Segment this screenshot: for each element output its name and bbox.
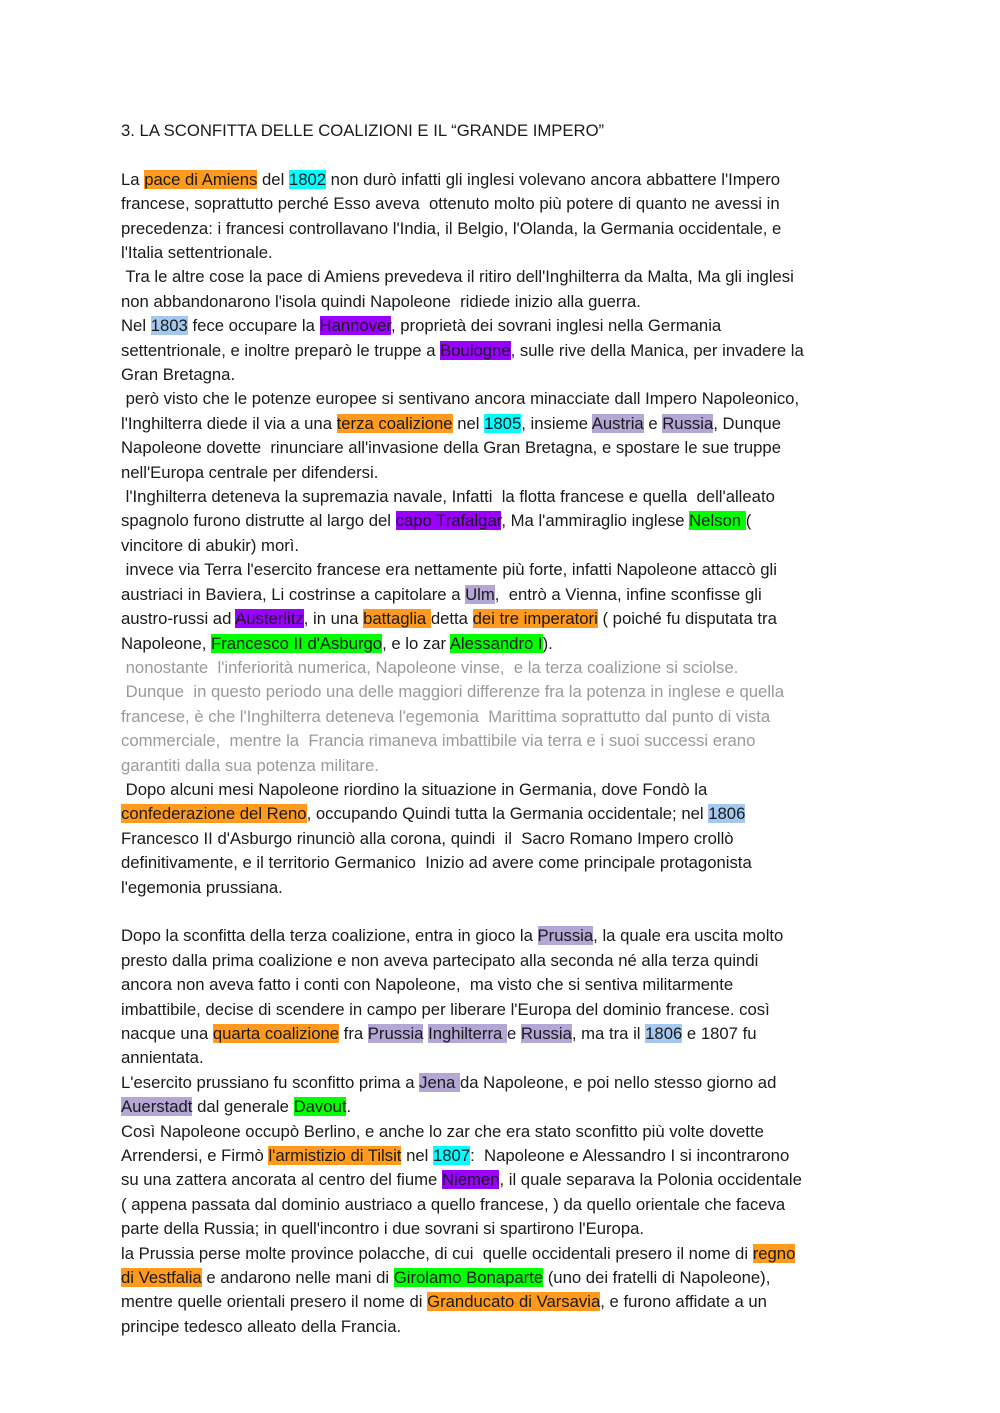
highlighted-term: Russia [662,413,714,433]
text-run: e [506,1024,521,1043]
text-run: Dopo alcuni mesi Napoleone riordino la situazione in Germania, dove Fondò la [121,779,708,799]
highlighted-term: confederazione del Reno [121,804,307,824]
text-run: Così Napoleone occupò Berlino, e anche lo zar che era stato sconfitto più volte dovette [121,1121,764,1141]
text-line [121,509,891,533]
highlighted-term: regno [752,1243,796,1263]
text-run: fece occupare la [187,316,320,336]
text-line [121,998,891,1022]
text-line [121,558,891,582]
text-run: Arrendersi, e Firmò [121,1146,269,1166]
text-line [121,876,891,900]
highlighted-term: quarta coalizione [212,1024,340,1043]
text-run: , in una [303,609,364,629]
text-run: ( appena passata dal dominio austriaco a quello francese, ) da quello orientale che faceva [121,1194,786,1214]
text-run: L'esercito prussiano fu sconfitto prima a [121,1072,420,1092]
text-run: (uno dei fratelli di Napoleone), [543,1268,771,1288]
text-run: non durò infatti gli inglesi volevano ancora abbattere l'Impero [326,169,781,189]
text-line [121,924,891,948]
highlighted-term: Auerstadt [121,1097,193,1117]
text-line [121,339,891,363]
highlighted-term: battaglia [363,609,431,629]
text-run: detta [430,609,473,629]
text-line [121,778,891,802]
document-page [121,119,891,1339]
text-run: La [121,169,145,189]
text-run: non abbandonarono l'isola quindi Napoleone ridiede inizio alla guerra. [121,291,641,311]
highlighted-term: Hannover [319,316,391,336]
paragraph [121,778,891,900]
text-line [121,1315,891,1339]
text-run: vincitore di abukir) morì. [121,535,300,555]
text-line [121,290,891,314]
text-line [121,1266,891,1290]
highlighted-term: 1805 [484,413,522,433]
text-run: e [643,413,663,433]
text-run: , la quale era uscita molto [593,926,784,946]
paragraph [121,924,891,1070]
text-line [121,1071,891,1095]
text-run: l'Inghilterra diede il via a una [121,413,337,433]
text-line [121,217,891,241]
highlighted-term: Alessandro I [449,633,543,653]
text-run: e andarono nelle mani di [201,1268,394,1288]
text-line [121,412,891,436]
text-line [121,485,891,509]
text-run: mentre quelle orientali presero il nome di [121,1292,428,1312]
text-run: da Napoleone, e poi nello stesso giorno ad [459,1072,777,1092]
text-line [121,754,891,778]
text-run: nonostante l'inferiorità numerica, Napoleone vinse, e la terza coalizione si sciolse. [121,657,739,677]
text-line [121,583,891,607]
text-run: : Napoleone e Alessandro I si incontrarono [470,1146,790,1166]
text-run: l'Inghilterra deteneva la supremazia navale, Infatti la flotta francese e quella dell'alleato [121,487,775,507]
highlighted-term: Davout [293,1097,347,1117]
text-run: imbattibile, decise di scendere in campo per liberare l'Europa del dominio francese. così [121,999,770,1019]
text-run: Gran Bretagna. [121,365,236,385]
text-run: , occupando Quindi tutta la Germania occidentale; nel [306,804,709,824]
highlighted-term: dei tre imperatori [472,609,598,629]
highlighted-term: 1803 [150,316,188,336]
paragraph [121,314,891,387]
text-run: , e lo zar [382,633,450,653]
highlighted-term: di Vestfalia [121,1268,202,1288]
text-run: ancora non aveva fatto i conti con Napoleone, ma visto che si sentiva militarmente [121,975,734,995]
text-run: , sulle rive della Manica, per invadere la [510,340,804,360]
highlighted-term: l'armistizio di Tilsit [268,1146,402,1166]
text-run: , Ma l'ammiraglio inglese [501,511,690,531]
highlighted-term: Russia [520,1024,572,1043]
text-line [121,827,891,851]
text-run: annientata. [121,1048,204,1068]
highlighted-term: pace di Amiens [144,169,258,189]
document-body [121,168,891,1339]
highlighted-term: Niemen [441,1170,500,1190]
blank-line [121,900,891,924]
document-title: 3. LA SCONFITTA DELLE COALIZIONI E IL “GRANDE IMPERO” [121,121,605,140]
highlighted-term: Inghilterra [428,1024,507,1043]
text-run: nel [452,413,485,433]
text-run: , il quale separava la Polonia occidentale [499,1170,802,1190]
paragraph [121,485,891,558]
highlighted-term: Francesco II d'Asburgo [211,633,383,653]
paragraph [121,1071,891,1120]
text-run: garantiti dalla sua potenza militare. [121,755,379,775]
text-line [121,168,891,192]
text-run: spagnolo furono distrutte al largo del [121,511,396,531]
text-line [121,1022,891,1046]
text-run: . [346,1097,352,1117]
text-line [121,729,891,753]
highlighted-term: 1807 [433,1146,471,1166]
text-run: , entrò a Vienna, infine sconfisse gli [494,584,762,604]
text-run: però visto che le potenze europee si sentivano ancora minacciate dall Impero Napoleonico, [121,389,800,409]
highlighted-term: 1806 [645,1024,683,1043]
text-line [121,1193,891,1217]
highlighted-term: Girolamo Bonaparte [393,1268,544,1288]
text-run: l'Italia settentrionale. [121,243,273,263]
text-run: e 1807 fu [682,1024,757,1043]
text-run: presto dalla prima coalizione e non aveva partecipato alla seconda né alla terza quindi [121,950,759,970]
text-line [121,1095,891,1119]
text-run: , e furono affidate a un [600,1292,767,1312]
text-run: Nel [121,316,151,336]
text-run: francese, è che l'Inghilterra deteneva l'egemonia Marittima soprattutto dal punto di vista [121,706,771,726]
text-line [121,1046,891,1070]
paragraph [121,656,891,680]
text-run: definitivamente, e il territorio Germanico Inizio ad avere come principale protagonista [121,853,752,873]
highlighted-term: capo Trafalgar [395,511,502,531]
highlighted-term: 1806 [708,804,746,824]
text-line [121,1242,891,1266]
text-run: francese, soprattutto perché Esso aveva ottenuto molto più potere di quanto ne avessi in [121,194,780,214]
text-line [121,265,891,289]
text-run: l'egemonia prussiana. [121,877,283,897]
highlighted-term: Austerlitz [235,609,304,629]
paragraph [121,168,891,266]
text-run: dal generale [192,1097,294,1117]
text-run: su una zattera ancorata al centro del fiume [121,1170,442,1190]
text-run: ). [542,633,553,653]
text-run: invece via Terra l'esercito francese era nettamente più forte, infatti Napoleone attaccò gli [121,560,777,580]
paragraph [121,1242,891,1340]
text-line [121,192,891,216]
text-run: Dunque in questo periodo una delle maggiori differenze fra la potenza in inglese e quella [121,682,785,702]
text-line [121,534,891,558]
highlighted-term: Boulogne [440,340,511,360]
text-line [121,436,891,460]
text-run: fra [339,1024,368,1043]
text-run: , proprietà dei sovrani inglesi nella Germania [390,316,722,336]
text-line [121,802,891,826]
paragraph [121,1120,891,1242]
text-run: del [257,169,289,189]
text-line [121,680,891,704]
highlighted-term: Ulm [465,584,495,604]
text-run: principe tedesco alleato della Francia. [121,1316,402,1336]
text-run: nacque una [121,1024,213,1043]
text-line [121,363,891,387]
highlighted-term: Nelson [689,511,746,531]
text-run: parte della Russia; in quell'incontro i due sovrani si spartirono l'Europa. [121,1219,645,1239]
text-line [121,607,891,631]
text-run: Dopo la sconfitta della terza coalizione, entra in gioco la [121,926,538,946]
text-run: ( poiché fu disputata tra [597,609,777,629]
text-run: Napoleone, [121,633,211,653]
highlighted-term: terza coalizione [336,413,453,433]
text-run: austriaci in Baviera, Li costrinse a capitolare a [121,584,466,604]
text-run: Francesco II d'Asburgo rinunciò alla corona, quindi il Sacro Romano Impero crollò [121,828,734,848]
text-run: Tra le altre cose la pace di Amiens prevedeva il ritiro dell'Inghilterra da Malta, Ma gli inglesi [121,267,794,287]
text-run: , ma tra il [571,1024,646,1043]
highlighted-term: 1802 [288,169,327,189]
text-line [121,705,891,729]
text-run: Napoleone dovette rinunciare all'invasione della Gran Bretagna, e spostare le sue truppe [121,438,781,458]
highlighted-term: Austria [591,413,644,433]
highlighted-term: Prussia [537,926,594,946]
highlighted-term: Jena [419,1072,460,1092]
text-run: commerciale, mentre la Francia rimaneva imbattibile via terra e i suoi successi erano [121,731,756,751]
highlighted-term: Prussia [367,1024,424,1043]
text-line [121,632,891,656]
paragraph [121,265,891,314]
text-line [121,851,891,875]
text-line [121,656,891,680]
text-line [121,241,891,265]
paragraph [121,558,891,656]
text-line [121,1290,891,1314]
text-line [121,1144,891,1168]
text-line [121,461,891,485]
text-line [121,1168,891,1192]
text-line [121,973,891,997]
text-line [121,387,891,411]
text-run: nel [401,1146,433,1166]
highlighted-term: Granducato di Varsavia [427,1292,601,1312]
text-line [121,1217,891,1241]
text-run: , Dunque [713,413,781,433]
text-line [121,1120,891,1144]
text-line [121,949,891,973]
paragraph [121,680,891,778]
text-run: la Prussia perse molte province polacche, di cui quelle occidentali presero il nome di [121,1243,753,1263]
text-run: nell'Europa centrale per difendersi. [121,462,379,482]
text-run: precedenza: i francesi controllavano l'India, il Belgio, l'Olanda, la Germania occidentale, e [121,218,782,238]
text-run: ( [745,511,752,531]
text-run: austro-russi ad [121,609,236,629]
text-run: , insieme [521,413,592,433]
paragraph [121,387,891,485]
text-run: settentrionale, e inoltre preparò le truppe a [121,340,441,360]
text-line [121,314,891,338]
